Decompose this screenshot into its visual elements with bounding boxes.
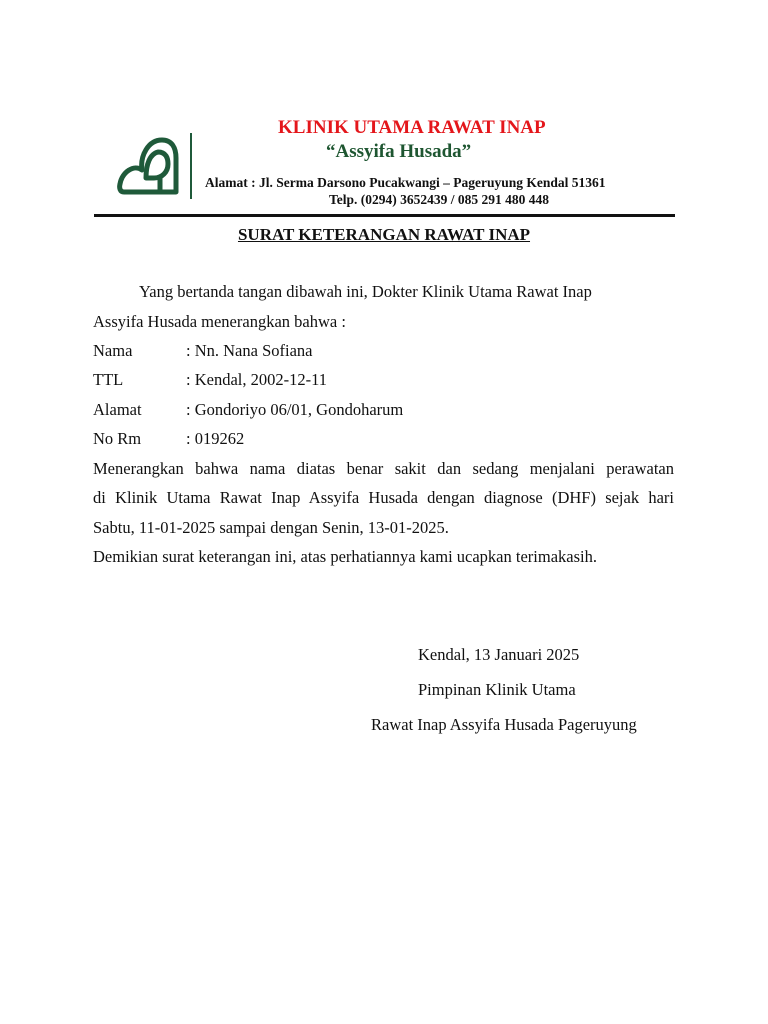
signature-role-line-1: Pimpinan Klinik Utama — [418, 680, 576, 699]
document-title — [0, 225, 768, 245]
closing-text: Demikian surat keterangan ini, atas perhatiannya kami ucapkan terimakasih. — [93, 547, 597, 566]
field-label-nama: Nama — [93, 341, 133, 360]
field-value-ttl: : Kendal, 2002-12-11 — [186, 370, 327, 389]
document-title-text: SURAT KETERANGAN RAWAT INAP — [237, 225, 531, 244]
clinic-phone: Telp. (0294) 3652439 / 085 291 480 448 — [328, 192, 549, 207]
field-label-ttl: TTL — [93, 370, 124, 389]
clinic-address: Alamat : Jl. Serma Darsono Pucakwangi – Pageruyung Kendal 51361 — [205, 175, 606, 190]
clinic-name: KLINIK UTAMA RAWAT INAP — [278, 117, 546, 138]
field-label-norm: No Rm — [93, 429, 142, 448]
field-label-alamat: Alamat — [93, 400, 142, 419]
clinic-logo-icon — [116, 134, 180, 198]
header-rule — [94, 214, 675, 217]
field-value-alamat: : Gondoriyo 06/01, Gondoharum — [186, 400, 404, 419]
field-value-norm: : 019262 — [186, 429, 245, 448]
field-value-nama: : Nn. Nana Sofiana — [186, 341, 313, 360]
intro-line-2: Assyifa Husada menerangkan bahwa : — [93, 312, 346, 331]
statement-line-1: Menerangkan bahwa nama diatas benar sakit dan sedang menjalani perawatan — [93, 459, 674, 478]
statement-line-2: di Klinik Utama Rawat Inap Assyifa Husada dengan diagnose (DHF) sejak hari — [93, 488, 674, 507]
statement-line-3: Sabtu, 11-01-2025 sampai dengan Senin, 13-01-2025. — [93, 518, 449, 537]
letterhead-divider — [190, 133, 192, 199]
signature-role-line-2: Rawat Inap Assyifa Husada Pageruyung — [371, 715, 637, 734]
clinic-subtitle: “Assyifa Husada” — [326, 141, 472, 162]
intro-line-1: Yang bertanda tangan dibawah ini, Dokter Klinik Utama Rawat Inap — [139, 282, 592, 301]
signature-place-date: Kendal, 13 Januari 2025 — [418, 645, 580, 664]
